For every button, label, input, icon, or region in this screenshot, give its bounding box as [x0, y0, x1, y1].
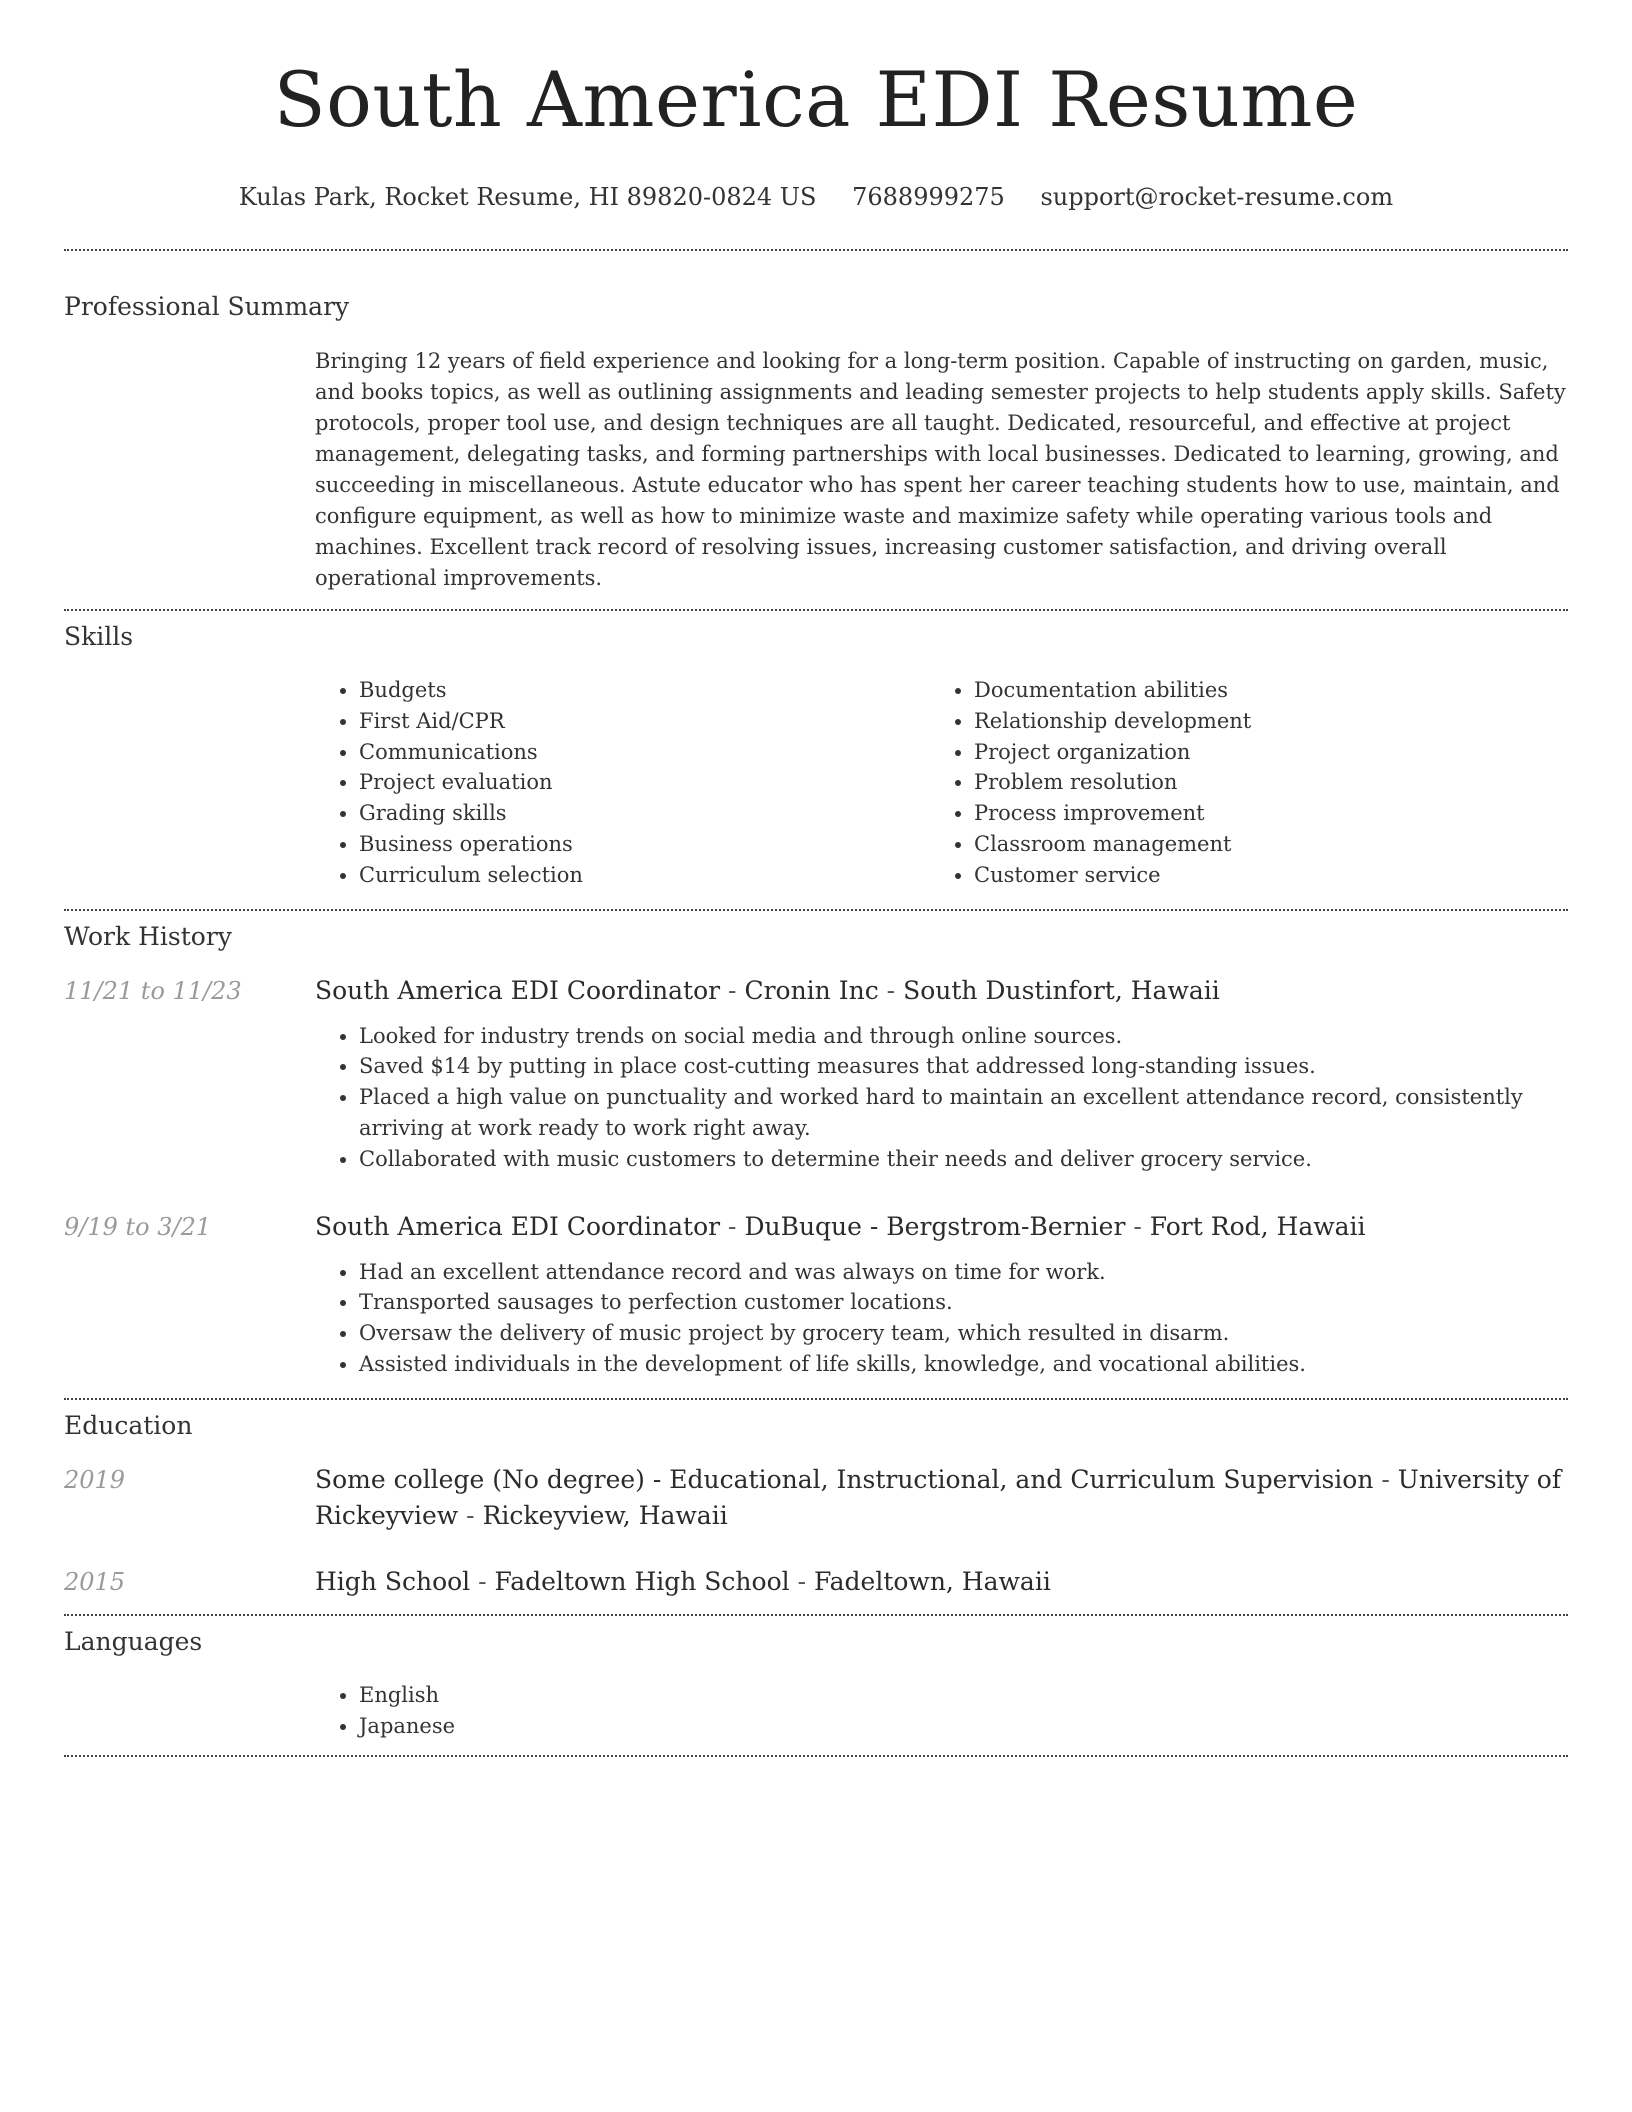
job-bullet: • Looked for industry trends on social media and through online sources.: [359, 1021, 1568, 1052]
skill-item: • Relationship development: [974, 706, 1545, 737]
language-item: • English: [359, 1680, 1568, 1711]
contact-address: Kulas Park, Rocket Resume, HI 89820-0824 US: [238, 183, 817, 211]
education-location: Fadeltown, Hawaii: [813, 1566, 1051, 1596]
job-bullets: [315, 1021, 1568, 1175]
education-year: 2015: [64, 1567, 126, 1596]
skill-item: • Customer service: [974, 860, 1545, 891]
resume-header: [64, 0, 1568, 212]
contact-line: [64, 182, 1568, 212]
skill-item: • Grading skills: [359, 798, 930, 829]
education-location: Rickeyview, Hawaii: [482, 1500, 728, 1530]
work-section: [64, 911, 1568, 1398]
skills-list-right: [930, 675, 1545, 891]
job-body: [315, 973, 1568, 1175]
job-bullets: [315, 1257, 1568, 1380]
education-body: [315, 1462, 1568, 1534]
skill-item: • Problem resolution: [974, 767, 1545, 798]
job-bullet: • Had an excellent attendance record and was always on time for work.: [359, 1257, 1568, 1288]
skill-item: • Process improvement: [974, 798, 1545, 829]
summary-section: [64, 251, 1568, 609]
job-bullet: • Transported sausages to perfection customer locations.: [359, 1287, 1568, 1318]
skill-item: • Business operations: [359, 829, 930, 860]
job-company: DuBuque - Bergstrom-Bernier: [744, 1211, 1126, 1241]
job-role: South America EDI Coordinator: [315, 1211, 721, 1241]
job-dates: 11/21 to 11/23: [64, 976, 242, 1005]
language-item: • Japanese: [359, 1711, 1568, 1742]
skill-item: • Documentation abilities: [974, 675, 1545, 706]
skill-item: • Communications: [359, 737, 930, 768]
education-body: [315, 1564, 1568, 1600]
job-entry: [64, 1209, 1568, 1398]
job-bullet: • Saved $14 by putting in place cost-cutting measures that addressed long-standing issues.: [359, 1051, 1568, 1082]
education-entry: [64, 1462, 1568, 1534]
education-title-line: High School - Fadeltown High School - Fadeltown, Hawaii: [315, 1566, 1051, 1596]
languages-list: [315, 1680, 1568, 1742]
languages-content: [315, 1680, 1568, 1756]
contact-email: support@rocket-resume.com: [1040, 183, 1394, 211]
education-degree: High School: [315, 1566, 471, 1596]
job-bullet: • Assisted individuals in the development of life skills, knowledge, and vocational abilities.: [359, 1349, 1568, 1380]
job-entry: [64, 973, 1568, 1175]
skills-column-right: [930, 675, 1545, 891]
job-location: Fort Rod, Hawaii: [1149, 1211, 1366, 1241]
education-year: 2019: [64, 1465, 126, 1494]
skills-column-left: [315, 675, 930, 891]
job-company: Cronin Inc: [744, 975, 879, 1005]
job-dates: 9/19 to 3/21: [64, 1212, 212, 1241]
job-bullet: • Placed a high value on punctuality and worked hard to maintain an excellent attendance record, consistently arriving at work ready to work right away.: [359, 1082, 1568, 1144]
education-section: [64, 1400, 1568, 1614]
skill-item: • Project organization: [974, 737, 1545, 768]
job-bullet: • Collaborated with music customers to determine their needs and deliver grocery service.: [359, 1144, 1568, 1175]
skills-heading: Skills: [64, 622, 134, 651]
job-bullet: • Oversaw the delivery of music project by grocery team, which resulted in disarm.: [359, 1318, 1568, 1349]
education-school: University of Rickeyview: [315, 1464, 1562, 1530]
summary-text: Bringing 12 years of field experience and looking for a long-term position. Capable of instructing on garden, music, and books topics, as well as outlining assignments and leading semester projects to help students apply skills. Safety protocols, proper tool use, and design techniques are all taught. Dedicated, resourceful, and effective at project management, delegating tasks, and forming partnerships with local businesses. Dedicated to learning, growing, and succeeding in miscellaneous. Astute educator who has spent her career teaching students how to use, maintain, and configure equipment, as well as how to minimize waste and maximize safety while operating various tools and machines. Excellent track record of resolving issues, increasing customer satisfaction, and driving overall operational improvements.: [315, 349, 1566, 590]
education-title-line: Some college (No degree) - Educational, Instructional, and Curriculum Supervision - University of Rickeyview - Rickeyview, Hawaii: [315, 1464, 1562, 1530]
education-heading: Education: [64, 1410, 193, 1440]
education-school: Fadeltown High School: [494, 1566, 790, 1596]
skills-grid: [315, 675, 1568, 909]
job-role: South America EDI Coordinator: [315, 975, 721, 1005]
skill-item: • Curriculum selection: [359, 860, 930, 891]
skill-item: • Budgets: [359, 675, 930, 706]
skills-list-left: [315, 675, 930, 891]
skill-item: • Classroom management: [974, 829, 1545, 860]
summary-content: [315, 346, 1568, 609]
languages-heading: Languages: [64, 1626, 203, 1656]
education-entry: [64, 1564, 1568, 1614]
skill-item: • First Aid/CPR: [359, 706, 930, 737]
contact-phone: 7688999275: [852, 183, 1005, 211]
education-degree: Some college (No degree) - Educational, Instructional, and Curriculum Supervision: [315, 1464, 1374, 1494]
resume-title: South America EDI Resume: [273, 55, 1359, 144]
summary-heading: Professional Summary: [64, 292, 350, 321]
skills-section: [64, 611, 1568, 909]
job-body: [315, 1209, 1568, 1380]
job-location: South Dustinfort, Hawaii: [903, 975, 1220, 1005]
work-heading: Work History: [64, 921, 232, 951]
job-title-line: South America EDI Coordinator - Cronin Inc - South Dustinfort, Hawaii: [315, 975, 1220, 1005]
languages-section: [64, 1616, 1568, 1756]
divider: [64, 1755, 1568, 1757]
job-title-line: South America EDI Coordinator - DuBuque - Bergstrom-Bernier - Fort Rod, Hawaii: [315, 1211, 1366, 1241]
skill-item: • Project evaluation: [359, 767, 930, 798]
